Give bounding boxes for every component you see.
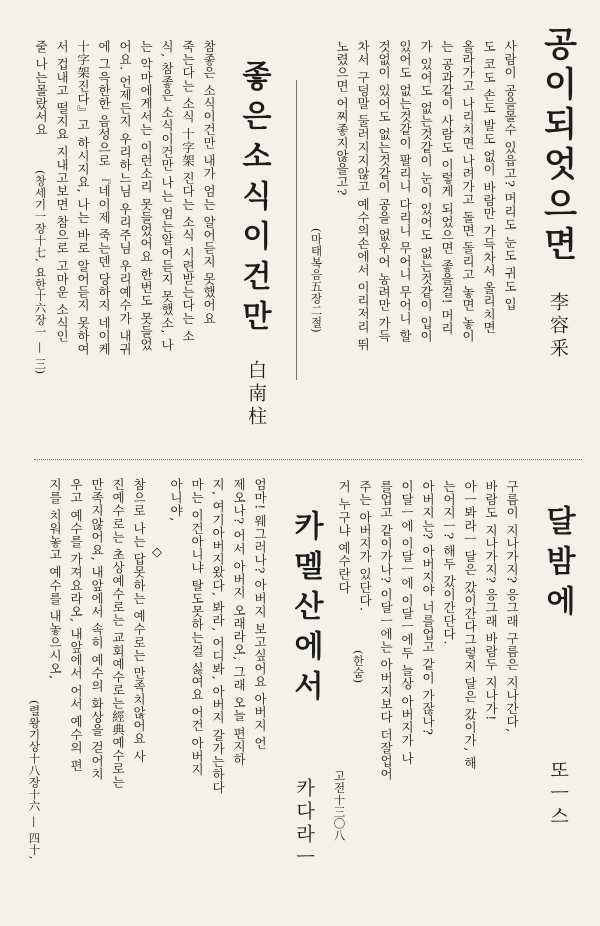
article-line: 만족지않어요, 내앞에서 속히 예수의 화상을 걷어치	[89, 478, 105, 781]
article-line: 도 코도 손도 발도 없이 바람만 가득차서 올리치면	[481, 40, 497, 335]
article-line: 줄 나는몰랐서요	[33, 40, 49, 137]
article-line: 이달ㅡ에 이달ㅡ에 이달ㅡ에두 늘상 아버지가 나	[399, 480, 415, 765]
article-line: 사람이 공을몰수 있읍고? 머리도 눈도 귀도 입	[502, 40, 518, 311]
article-line: 있어도 없는것같이 팔리니 다리니 무어니 무어니 할	[397, 40, 413, 343]
article-line: 서 겁내고 떨지요 지내고보면 참으로 고마운 소식인	[54, 40, 70, 343]
article-line: 제오나? 어서 아버지 오래라오, 그래 오늘 편지하	[231, 478, 247, 767]
article-line: 에 그윽한한 음성으로 『네이제 죽는덴 당하지 네이케	[96, 40, 112, 356]
article-line: 죽는다는 소식 十字架 진다는 소식 시련받는다는 소	[180, 40, 196, 343]
article-line: 아버지는? 아버지야 너를업고 같이 가잖나?	[420, 480, 436, 736]
section-rule	[34, 459, 582, 461]
scripture-citation: (렬왕기상十八장十六 — 四十,	[27, 700, 42, 860]
article-line: 구름이 지나가지? 응그래 구름은 지나간다,	[504, 480, 520, 733]
scripture-citation: 고전十三〇八	[332, 770, 347, 842]
article-note: (한숨)	[351, 650, 366, 684]
article-line: 가 있어도 없는것같이 눈이 있어도 없는것같이 입이	[418, 40, 434, 343]
article-line: 엄마! 웨그러나? 아버지 보고싶어요 아버지 언	[252, 478, 268, 750]
article-line: 거 누구냐 예수란다	[336, 480, 352, 594]
article-line: 아니야,	[168, 478, 184, 522]
article-line: 진예수로는 초상예수로는 교회예수로는經典예수로는	[110, 478, 126, 789]
article-line: 차서 구덩말 둘러지지않고 예수의손에서 이리저리 뛰	[355, 40, 371, 352]
article-title-carmel: 카멜산에서	[288, 510, 323, 710]
article-author-good-news: 白南柱	[245, 360, 267, 429]
scripture-citation: (창세기一장十七, 요한十六장一 — 三)	[33, 170, 48, 375]
article-title-good-news: 좋은소식이건만	[236, 60, 271, 340]
article-title-ball: 공이되엇으면	[537, 26, 577, 266]
article-line: 十字架진다』고 하시지요, 나는 바로 알어듣지 못하여	[75, 40, 91, 356]
article-line: 것없이 있어도 없는것같이 공을 없우어 농려만 가득	[376, 40, 392, 343]
article-line: 는어지ㅡ? 해두 갔이간단다.	[441, 480, 457, 646]
article-line: 바람도 지나가지? 응그래 바람두 지나가!	[483, 480, 499, 721]
article-line: 어요. 언제든지 우리하느님 우리주님 우리예수가 내귀	[117, 40, 133, 356]
article-line: 참좋은 소식이건만 내가 엄는 알어듣지 못했어요	[201, 40, 217, 325]
article-line: 지를 치워놓고 예수를 내놓으시오,	[47, 478, 63, 680]
article-line: 올라가고 나리치면 나려가고 돌면 돌리고 놓면 놓이	[460, 40, 476, 343]
article-line: 마는 이건아니냐 탈도못하는걸 싫여요 어건 아버지	[189, 478, 205, 776]
article-line: 노렸으면 어찌좋지않을고?	[334, 40, 350, 196]
column-divider	[296, 80, 297, 380]
article-author-carmel: 카다라ㅡ	[293, 778, 315, 870]
article-line: 주는 아버지가 있단다.	[357, 480, 373, 612]
article-author-moonlight: 또ㅡ스	[547, 760, 569, 829]
article-line: 우고 예수를 가져요라오, 내앞에서 어서 예수의 편	[68, 478, 84, 773]
section-bullet-icon: ◇	[152, 545, 162, 560]
article-line: 를업고 같이가나? 이달ㅡ에는 아버지보다 더잘업어	[378, 480, 394, 781]
article-line: 는 공과같이 사람도 이렇게 되었으면 좋을걸! 머리	[439, 40, 455, 336]
article-line: 식, 참좋은 소식이건만 나는 엄는알어듣지 못했소, 나	[159, 40, 175, 352]
article-line: 아ㅡ봐라ㅡ 달은 갔이간다그렇지 달은 갔이가, 해	[462, 480, 478, 770]
article-title-moonlight: 달밤에	[540, 505, 575, 625]
article-author-ball: 李容釆	[547, 292, 569, 361]
article-line: 는 악마에게서는 이런소리 못들었어요 한번도 못들었	[138, 40, 154, 352]
article-line: 지, 여기아버지왔다, 봐라, 어디봐, 아버지 갈가는하다	[210, 478, 226, 795]
scripture-citation: (마태복음五장二절)	[309, 228, 324, 333]
article-line: 참으로 나는 답못하는 예수로는 만족치않어요 사	[131, 478, 147, 763]
